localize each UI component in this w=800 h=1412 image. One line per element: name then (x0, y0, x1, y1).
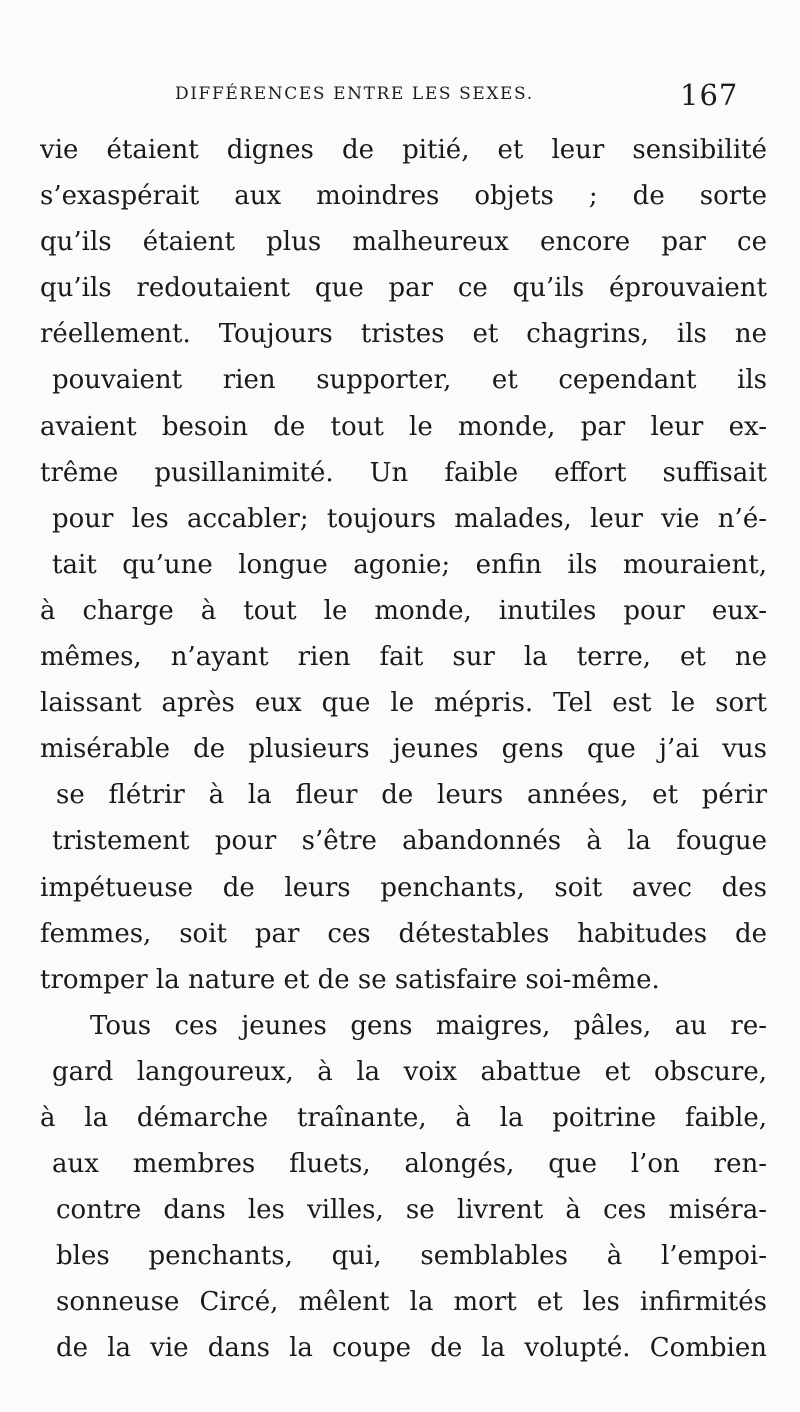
text-line: misérable de plusieurs jeunes gens que j’ai vus (40, 734, 767, 765)
text-line: à charge à tout le monde, inutiles pour eux- (40, 595, 767, 626)
text-line: avaient besoin de tout le monde, par leur ex- (40, 411, 767, 442)
text-line: se flétrir à la fleur de leurs années, et périr (56, 780, 767, 811)
text-line: réellement. Toujours tristes et chagrins, ils ne (40, 319, 767, 350)
page-number: 167 (680, 78, 739, 112)
text-line: tait qu’une longue agonie; enfin ils mouraient, (52, 549, 767, 580)
text-line: qu’ils redoutaient que par ce qu’ils éprouvaient (40, 273, 767, 304)
text-line: sonneuse Circé, mêlent la mort et les infirmités (56, 1287, 767, 1318)
text-line: aux membres fluets, alongés, que l’on ren- (52, 1149, 767, 1180)
text-line: à la démarche traînante, à la poitrine faible, (40, 1102, 767, 1133)
text-line: bles penchants, qui, semblables à l’empoi- (56, 1241, 767, 1272)
text-line: tromper la nature et de se satisfaire soi-même. (40, 964, 660, 995)
text-line: pouvaient rien supporter, et cependant ils (52, 365, 767, 396)
text-line: pour les accabler; toujours malades, leur vie n’é- (52, 503, 767, 534)
text-line: vie étaient dignes de pitié, et leur sensibilité (40, 135, 767, 165)
text-line: trême pusillanimité. Un faible effort suffisait (40, 457, 767, 488)
text-line: mêmes, n’ayant rien fait sur la terre, et ne (40, 642, 767, 673)
text-line: impétueuse de leurs penchants, soit avec des (40, 872, 767, 903)
text-line: femmes, soit par ces détestables habitudes de (40, 918, 767, 949)
text-line: laissant après eux que le mépris. Tel est le sort (40, 688, 767, 719)
text-line: s’exaspérait aux moindres objets ; de sorte (40, 181, 767, 212)
body-text (40, 127, 767, 1372)
text-line: Tous ces jeunes gens maigres, pâles, au re- (90, 1010, 767, 1041)
text-line: gard langoureux, à la voix abattue et obscure, (52, 1056, 767, 1087)
text-line: tristement pour s’être abandonnés à la fougue (52, 826, 767, 857)
running-head (175, 78, 765, 118)
text-line: contre dans les villes, se livrent à ces miséra- (56, 1195, 767, 1226)
running-title: DIFFÉRENCES ENTRE LES SEXES. (175, 84, 534, 104)
text-line: qu’ils étaient plus malheureux encore par ce (40, 227, 767, 258)
text-line: de la vie dans la coupe de la volupté. Combien (56, 1333, 767, 1364)
